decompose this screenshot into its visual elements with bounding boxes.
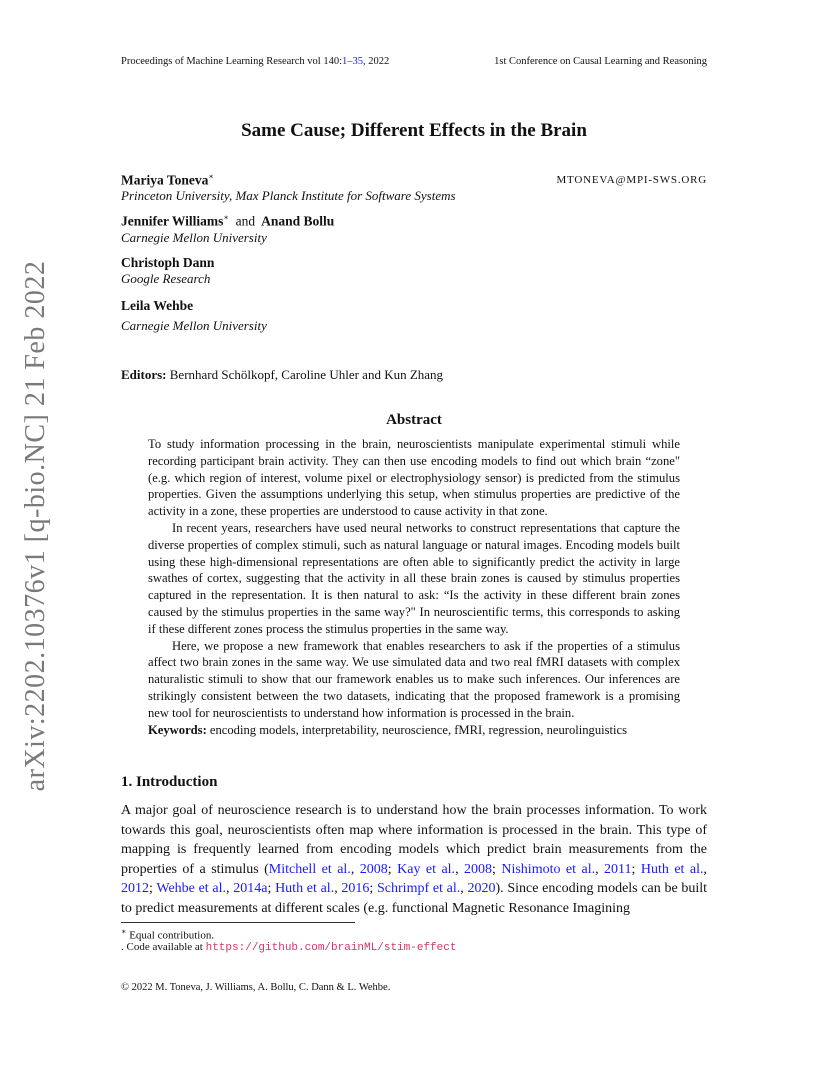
- author-and: and: [235, 213, 256, 229]
- citation-year-link[interactable]: 2014a: [233, 881, 268, 897]
- header-venue: Proceedings of Machine Learning Research vol 140:: [121, 56, 343, 67]
- citation-year-link[interactable]: 2020: [467, 881, 496, 897]
- author-email[interactable]: MTONEVA@MPI-SWS.ORG: [556, 174, 707, 186]
- footnote-1: [121, 927, 214, 942]
- editors-names: Bernhard Schölkopf, Caroline Uhler and Kun Zhang: [166, 367, 444, 382]
- footnote-text: Equal contribution.: [126, 929, 215, 942]
- introduction-body: [121, 801, 707, 919]
- citation-sep: ;: [369, 881, 378, 897]
- footnote-mark: ∗: [121, 927, 127, 936]
- citation-link[interactable]: Nishimoto et al.: [501, 861, 596, 877]
- citation-sep: ;: [387, 861, 398, 877]
- citation-sep: ,: [226, 881, 234, 897]
- copyright-notice: © 2022 M. Toneva, J. Williams, A. Bollu, C. Dann & L. Wehbe.: [121, 982, 391, 993]
- header-left: [121, 56, 389, 67]
- intro-paragraph: [121, 801, 707, 919]
- editors-line: [121, 367, 443, 383]
- equal-contrib-mark: ∗: [223, 213, 229, 222]
- abstract-paragraph: In recent years, researchers have used neural networks to construct representations that capture the diverse properties of complex stimuli, such as natural language or natural images. Encoding models built using these high-dimensional representations are often able to significantly predict the activity in large swathes of cortex, suggesting that the activity in all these brain zones is caused by stimulus properties captured in the representation. It is then natural to ask: “Is the activity in these different brain zones caused by the stimulus properties in the same way?" In neuroscientific terms, this corresponds to asking if these different zones process the stimulus properties in the same way.: [148, 520, 680, 636]
- citation-sep: ;: [631, 861, 641, 877]
- author-1-affiliation: Princeton University, Max Planck Institute for Software Systems: [121, 188, 456, 203]
- intro-text: A major goal of neuroscience research is to understand how the brain processes information. To work towards this goal, neuroscientists often map where information is processed in the brain. This type of mapping is frequently learned from encoding models which predict brain measurements from the properties of a stimulus (: [121, 803, 707, 877]
- header-right: 1st Conference on Causal Learning and Reasoning: [494, 56, 707, 67]
- section-heading-introduction: 1. Introduction: [121, 774, 218, 790]
- citation-sep: ,: [595, 861, 605, 877]
- citation-sep: ,: [455, 861, 465, 877]
- author-name: Jennifer Williams: [121, 213, 224, 229]
- keywords-label: Keywords:: [148, 722, 207, 737]
- author-name: Anand Bollu: [261, 213, 335, 229]
- code-url-link[interactable]: https://github.com/brainML/stim-effect: [205, 942, 457, 954]
- author-4-affiliation: Google Research: [121, 271, 211, 286]
- abstract-paragraph: To study information processing in the brain, neuroscientists manipulate experimental stimuli while recording participant brain activity. They can then use encoding models to find out which brain “zone" (e.g. which region of interest, volume pixel or electrophysiology sensor) is predicted from the stimulus properties. Given the assumptions underlying this setup, when stimulus properties are predictive of the activity in a zone, these properties are understood to cause activity in that zone.: [148, 437, 680, 519]
- citation-year-link[interactable]: 2016: [341, 881, 370, 897]
- keywords: [148, 722, 680, 739]
- author-5-affiliation: Carnegie Mellon University: [121, 318, 267, 333]
- author-2-3: [121, 213, 334, 230]
- abstract-heading: Abstract: [386, 412, 442, 428]
- citation-link[interactable]: Huth et al.: [275, 881, 335, 897]
- arxiv-id: arXiv:2202.10376v1 [q-bio.NC] 21 Feb 2022: [20, 260, 51, 792]
- citation-link[interactable]: Wehbe et al.: [156, 881, 227, 897]
- header-year: , 2022: [363, 56, 390, 67]
- footnote-2: [121, 941, 456, 954]
- citation-year-link[interactable]: 2011: [604, 861, 632, 877]
- keywords-list: encoding models, interpretability, neuroscience, fMRI, regression, neurolinguistics: [206, 722, 628, 737]
- citation-link[interactable]: Huth et al.: [640, 861, 704, 877]
- footnote-rule: [121, 922, 355, 923]
- citation-sep: ,: [460, 881, 468, 897]
- citation-link[interactable]: Schrimpf et al.: [377, 881, 461, 897]
- footnote-mark: .: [121, 941, 124, 953]
- citation-link[interactable]: Kay et al.: [397, 861, 456, 877]
- citation-link[interactable]: Mitchell et al.: [268, 861, 351, 877]
- citation-sep: ,: [350, 861, 360, 877]
- equal-contrib-mark: ∗: [208, 172, 214, 181]
- author-5: Leila Wehbe: [121, 298, 194, 313]
- author-1: [121, 172, 214, 189]
- author-4: Christoph Dann: [121, 255, 215, 270]
- paper-title: Same Cause; Different Effects in the Brain: [241, 120, 587, 141]
- intro-text: ). Since encoding models can be built to predict measurements at different scales (e.g. functional Magnetic Resonance Imagining: [121, 881, 708, 916]
- citation-sep: ;: [492, 861, 502, 877]
- citation-sep: ;: [267, 881, 276, 897]
- author-2-3-affiliation: Carnegie Mellon University: [121, 230, 267, 245]
- footnote-text: Code available at: [123, 941, 206, 953]
- citation-sep: ;: [149, 881, 157, 897]
- citation-year-link[interactable]: 2008: [359, 861, 388, 877]
- abstract-body: [148, 436, 680, 738]
- editors-label: Editors:: [121, 367, 167, 382]
- abstract-paragraph: Here, we propose a new framework that enables researchers to ask if the properties of a stimulus affect two brain zones in the same way. We use simulated data and two real fMRI datasets with complex naturalistic stimuli to show that our framework enables us to make such inferences. Our inferences are strikingly consistent between the two datasets, indicating that the proposed framework is a promising new tool for neuroscientists to understand how information is processed in the brain.: [148, 638, 680, 720]
- citation-sep: ,: [703, 861, 707, 877]
- citation-year-link[interactable]: 2008: [464, 861, 493, 877]
- author-name: Mariya Toneva: [121, 172, 209, 188]
- header-pages-link[interactable]: 1–35: [342, 56, 364, 67]
- citation-year-link[interactable]: 2012: [121, 881, 149, 897]
- citation-sep: ,: [334, 881, 342, 897]
- arxiv-stamp: [0, 0, 72, 1072]
